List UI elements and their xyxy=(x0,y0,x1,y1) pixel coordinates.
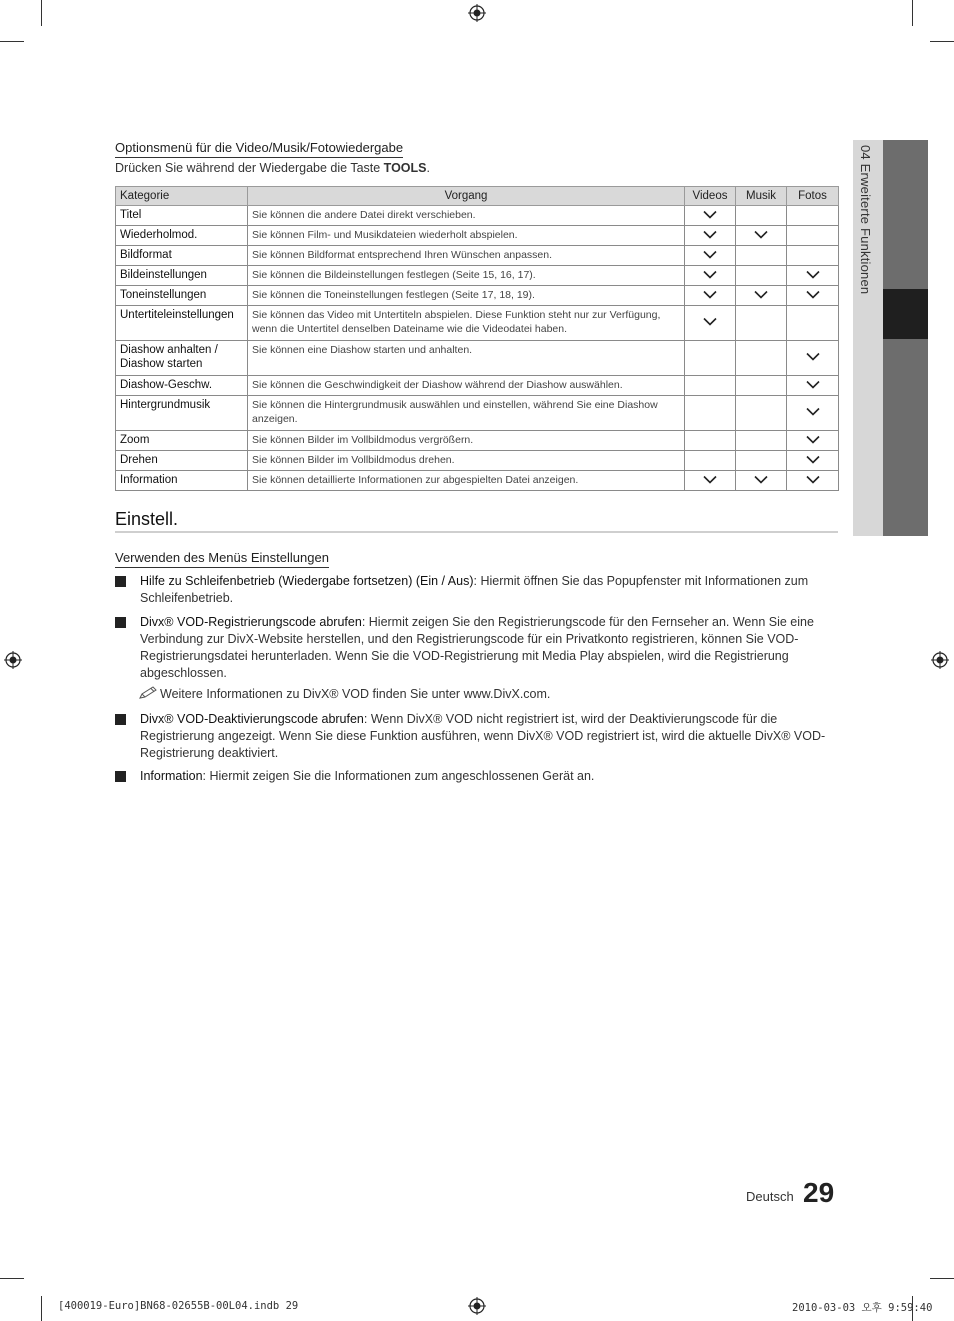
chapter-tab-marker xyxy=(883,289,928,339)
crop-mark xyxy=(930,41,954,42)
table-row xyxy=(116,471,839,491)
settings-subheading: Verwenden des Menüs Einstellungen xyxy=(115,550,329,568)
row-videos-cell xyxy=(685,226,736,246)
settings-item xyxy=(140,711,838,762)
check-mark-icon xyxy=(754,290,768,299)
registration-mark-icon xyxy=(4,651,22,669)
check-mark-icon xyxy=(806,475,820,484)
row-photos-cell xyxy=(787,376,839,396)
check-mark-icon xyxy=(806,290,820,299)
check-mark-icon xyxy=(806,380,820,389)
crop-mark xyxy=(912,0,913,26)
check-mark-icon xyxy=(754,230,768,239)
options-heading: Optionsmenü für die Video/Musik/Fotowiedergabe xyxy=(115,140,403,158)
row-photos-cell xyxy=(787,451,839,471)
row-photos-cell xyxy=(787,306,839,341)
header-action: Vorgang xyxy=(248,187,685,206)
row-photos-cell xyxy=(787,266,839,286)
check-mark-icon xyxy=(703,210,717,219)
row-description: Sie können eine Diashow starten und anhalten. xyxy=(248,341,685,376)
bullet-icon xyxy=(115,617,126,628)
crop-mark xyxy=(930,1278,954,1279)
settings-item xyxy=(140,614,838,682)
table-row xyxy=(116,246,839,266)
settings-item-text: : Hiermit zeigen Sie die Informationen zum angeschlossenen Gerät an. xyxy=(202,769,595,783)
check-mark-icon xyxy=(806,435,820,444)
row-videos-cell xyxy=(685,306,736,341)
note-text: Weitere Informationen zu DivX® VOD finden Sie unter www.DivX.com. xyxy=(160,687,551,701)
row-category: Hintergrundmusik xyxy=(116,396,248,431)
row-photos-cell xyxy=(787,206,839,226)
crop-mark xyxy=(41,0,42,26)
check-mark-icon xyxy=(806,455,820,464)
footer-language: Deutsch xyxy=(746,1189,794,1204)
row-music-cell xyxy=(736,341,787,376)
settings-item xyxy=(140,768,838,785)
row-music-cell xyxy=(736,226,787,246)
table-row xyxy=(116,341,839,376)
print-info-left: [400019-Euro]BN68-02655B-00L04.indb 29 xyxy=(58,1300,299,1312)
header-music: Musik xyxy=(736,187,787,206)
table-row xyxy=(116,206,839,226)
registration-mark-icon xyxy=(468,4,486,22)
crop-mark xyxy=(0,1278,24,1279)
crop-mark xyxy=(0,41,24,42)
table-row xyxy=(116,376,839,396)
chapter-tab-label: 04 Erweiterte Funktionen xyxy=(858,145,873,295)
table-header-row xyxy=(116,187,839,206)
table-row xyxy=(116,226,839,246)
tools-key: TOOLS xyxy=(383,161,427,175)
row-photos-cell xyxy=(787,286,839,306)
check-mark-icon xyxy=(754,475,768,484)
row-music-cell xyxy=(736,376,787,396)
row-photos-cell xyxy=(787,246,839,266)
table-row xyxy=(116,431,839,451)
row-videos-cell xyxy=(685,206,736,226)
table-row xyxy=(116,306,839,341)
check-mark-icon xyxy=(703,230,717,239)
row-category: Titel xyxy=(116,206,248,226)
row-videos-cell xyxy=(685,396,736,431)
check-mark-icon xyxy=(806,270,820,279)
table-row xyxy=(116,286,839,306)
header-category: Kategorie xyxy=(116,187,248,206)
row-description: Sie können die Toneinstellungen festlegen (Seite 17, 18, 19). xyxy=(248,286,685,306)
page-number: 29 xyxy=(803,1177,835,1208)
row-music-cell xyxy=(736,471,787,491)
row-videos-cell xyxy=(685,431,736,451)
row-videos-cell xyxy=(685,376,736,396)
row-description: Sie können die Geschwindigkeit der Diashow während der Diashow auswählen. xyxy=(248,376,685,396)
pencil-note-icon xyxy=(138,686,160,700)
row-category: Untertiteleinstellungen xyxy=(116,306,248,341)
row-photos-cell xyxy=(787,341,839,376)
row-music-cell xyxy=(736,266,787,286)
table-body xyxy=(116,206,839,491)
row-description: Sie können Bilder im Vollbildmodus vergrößern. xyxy=(248,431,685,451)
row-music-cell xyxy=(736,396,787,431)
row-photos-cell xyxy=(787,226,839,246)
bullet-icon xyxy=(115,771,126,782)
bullet-icon xyxy=(115,576,126,587)
crop-mark xyxy=(41,1296,42,1321)
settings-item-term: Information xyxy=(140,769,203,783)
options-intro-suffix: . xyxy=(426,161,430,175)
row-videos-cell xyxy=(685,246,736,266)
row-description: Sie können das Video mit Untertiteln abspielen. Diese Funktion steht nur zur Verfügung, wenn die Untertitel denselben Dateiname wie die Videodatei haben. xyxy=(248,306,685,341)
row-category: Bildformat xyxy=(116,246,248,266)
row-category: Drehen xyxy=(116,451,248,471)
row-category: Toneinstellungen xyxy=(116,286,248,306)
header-photos: Fotos xyxy=(787,187,839,206)
row-category: Wiederholmod. xyxy=(116,226,248,246)
row-photos-cell xyxy=(787,396,839,431)
options-intro xyxy=(115,161,430,175)
row-videos-cell xyxy=(685,266,736,286)
row-music-cell xyxy=(736,286,787,306)
row-description: Sie können detaillierte Informationen zur abgespielten Datei anzeigen. xyxy=(248,471,685,491)
bullet-icon xyxy=(115,714,126,725)
settings-item-text: : Hiermit zeigen Sie den Registrierungscode für den Fernseher an. Wenn Sie eine Verbindung zur DivX-Website herstellen, und den Registrierungscode für ein Privatkonto registrieren, können Sie VOD-Registrierungsdatei herunterladen. Wenn Sie die VOD-Registrierung mit Media Play abspielen, wird die Registrierung abgeschlossen. xyxy=(140,615,814,680)
row-category: Diashow anhalten / Diashow starten xyxy=(116,341,248,376)
row-category: Information xyxy=(116,471,248,491)
check-mark-icon xyxy=(703,250,717,259)
section-title: Einstell. xyxy=(115,509,179,529)
check-mark-icon xyxy=(703,290,717,299)
row-category: Zoom xyxy=(116,431,248,451)
check-mark-icon xyxy=(806,352,820,361)
settings-item-text: : Wenn DivX® VOD nicht registriert ist, wird der Deaktivierungscode für die Registrierung angezeigt. Wenn Sie diese Funktion ausführen, wenn DivX® VOD registriert ist, wird die aktuelle DivX® VOD-Registrierung deaktiviert. xyxy=(140,712,826,760)
row-music-cell xyxy=(736,246,787,266)
row-videos-cell xyxy=(685,286,736,306)
check-mark-icon xyxy=(703,317,717,326)
row-music-cell xyxy=(736,206,787,226)
row-category: Bildeinstellungen xyxy=(116,266,248,286)
settings-item xyxy=(140,573,838,607)
registration-mark-icon xyxy=(468,1297,486,1315)
table-row xyxy=(116,396,839,431)
note xyxy=(140,686,550,701)
print-info-right: 2010-03-03 오후 9:59:40 xyxy=(792,1302,933,1314)
check-mark-icon xyxy=(703,475,717,484)
row-videos-cell xyxy=(685,451,736,471)
row-description: Sie können die andere Datei direkt verschieben. xyxy=(248,206,685,226)
row-description: Sie können Bildformat entsprechend Ihren Wünschen anpassen. xyxy=(248,246,685,266)
row-category: Diashow-Geschw. xyxy=(116,376,248,396)
options-intro-prefix: Drücken Sie während der Wiedergabe die Taste xyxy=(115,161,384,175)
settings-item-text: : Hiermit öffnen Sie das Popupfenster mit Informationen zum Schleifenbetrieb. xyxy=(140,574,809,605)
row-music-cell xyxy=(736,306,787,341)
registration-mark-icon xyxy=(931,651,949,669)
table-row xyxy=(116,451,839,471)
check-mark-icon xyxy=(703,270,717,279)
settings-item-term: Hilfe zu Schleifenbetrieb (Wiedergabe fortsetzen) (Ein / Aus) xyxy=(140,574,474,588)
row-description: Sie können die Hintergrundmusik auswählen und einstellen, während Sie eine Diashow anzeigen. xyxy=(248,396,685,431)
row-music-cell xyxy=(736,451,787,471)
row-photos-cell xyxy=(787,431,839,451)
row-videos-cell xyxy=(685,341,736,376)
row-music-cell xyxy=(736,431,787,451)
section-divider xyxy=(115,531,838,533)
settings-item-term: Divx® VOD-Deaktivierungscode abrufen xyxy=(140,712,364,726)
settings-item-term: Divx® VOD-Registrierungscode abrufen xyxy=(140,615,362,629)
table-row xyxy=(116,266,839,286)
header-videos: Videos xyxy=(685,187,736,206)
check-mark-icon xyxy=(806,407,820,416)
row-description: Sie können Film- und Musikdateien wiederholt abspielen. xyxy=(248,226,685,246)
row-videos-cell xyxy=(685,471,736,491)
options-table xyxy=(115,186,839,491)
row-description: Sie können Bilder im Vollbildmodus drehen. xyxy=(248,451,685,471)
row-photos-cell xyxy=(787,471,839,491)
row-description: Sie können die Bildeinstellungen festlegen (Seite 15, 16, 17). xyxy=(248,266,685,286)
